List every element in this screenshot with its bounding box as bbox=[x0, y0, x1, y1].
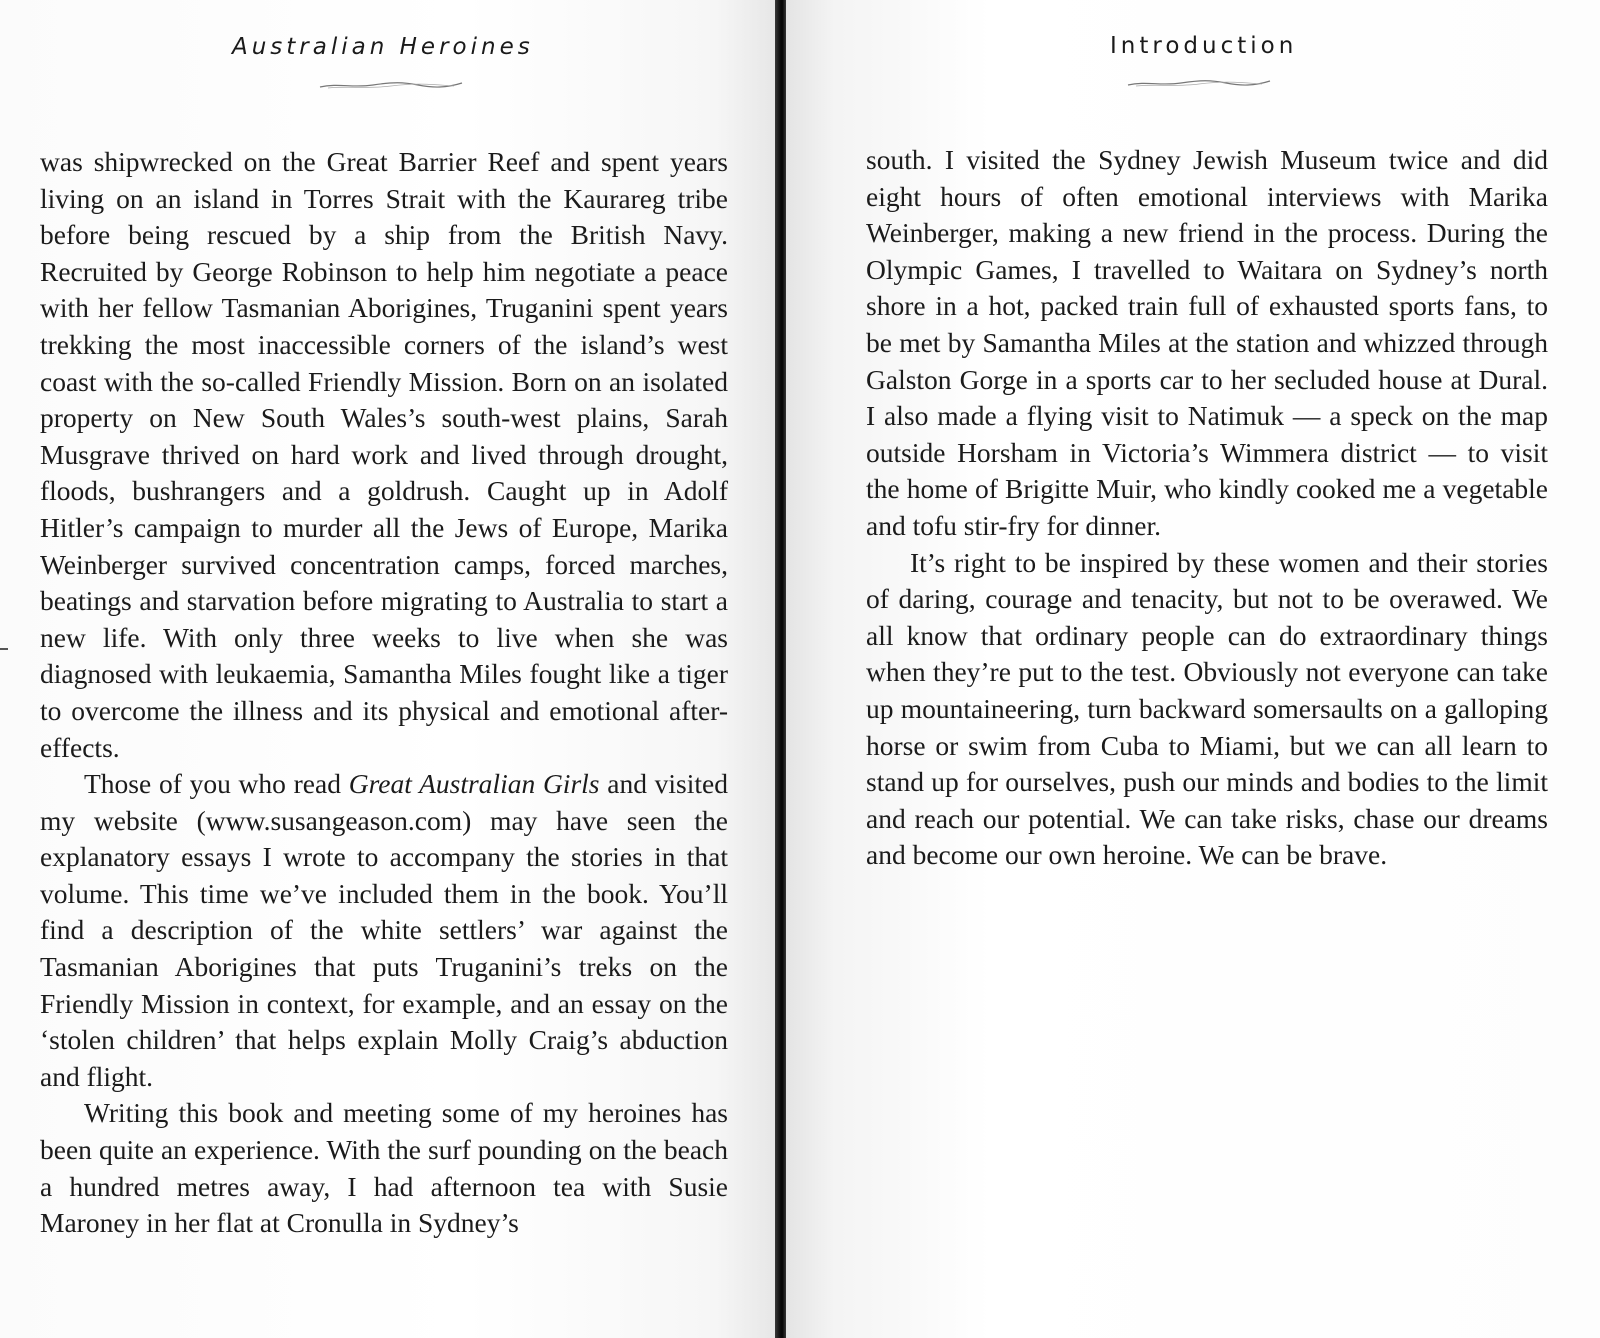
left-paragraph-3: Writing this book and meeting some of my heroines has been quite an experience. With the surf pounding on the beach a hundred metres away, I had afternoon tea with Susie Maroney in her flat at Cronulla in Sydney’s bbox=[40, 1097, 728, 1239]
wavy-rule-ornament-icon bbox=[318, 80, 464, 90]
left-paragraph-1: was shipwrecked on the Great Barrier Reef and spent years living on an island in Torres Strait with the Kaurareg tribe before being rescued by a ship from the British Navy. Recruited by George Robinson to help him negotiate a peace with her fellow Tasmanian Aborigines, Truganini spent years trekking the most inaccessible corners of the island’s west coast with the so-called Friendly Mission. Born on an isolated property on New South Wales’s south-west plains, Sarah Musgrave thrived on hard work and lived through drought, floods, bushrangers and a goldrush. Caught up in Adolf Hitler’s campaign to murder all the Jews of Europe, Marika Weinberger survived concentration camps, forced marches, beatings and starvation before migrating to Australia to start a new life. With only three weeks to live when she was diagnosed with leukaemia, Samantha Miles fought like a tiger to overcome the illness and its physical and emotional after-effects. bbox=[40, 146, 728, 763]
right-paragraph-2: It’s right to be inspired by these women and their stories of daring, courage and tenacity, but not to be overawed. We all know that ordinary people can do extraordinary things when they’re put to the test. Obviously not everyone can take up mountaineering, turn backward somersaults on a galloping horse or swim from Cuba to Miami, but we can all learn to stand up for ourselves, push our minds and bodies to the limit and reach our potential. We can take risks, chase our dreams and become our own heroine. We can be brave. bbox=[866, 546, 1548, 871]
right-running-head: Introduction bbox=[1110, 33, 1298, 59]
left-paragraph-2-start: Those of you who read bbox=[84, 768, 349, 800]
book-title: Great Australian Girls bbox=[348, 768, 600, 800]
wavy-rule-ornament-icon bbox=[1126, 78, 1272, 88]
left-text-block bbox=[40, 144, 728, 1242]
left-paragraph-2-rest: and visited my website (www.susangeason.com) may have seen the explanatory essays I wrote to accompany the stories in that volume. This time we’ve included them in the book. You’ll find a description of the white settlers’ war against the Tasmanian Aborigines that puts Truganini’s treks on the Friendly Mission in context, for example, and an essay on the ‘stolen children’ that helps explain Molly Craig’s abduction and flight. bbox=[40, 768, 728, 1092]
left-page bbox=[0, 0, 778, 1338]
left-paragraph-2 bbox=[40, 766, 728, 1095]
left-running-head: Australian Heroines bbox=[232, 34, 534, 60]
right-page bbox=[786, 0, 1600, 1338]
right-paragraph-1: south. I visited the Sydney Jewish Museum twice and did eight hours of often emotional interviews with Marika Weinberger, making a new friend in the process. During the Olympic Games, I travelled to Waitara on Sydney’s north shore in a hot, packed train full of exhausted sports fans, to be met by Samantha Miles at the station and whizzed through Galston Gorge in a sports car to her secluded house at Dural. I also made a flying visit to Natimuk — a speck on the map outside Horsham in Victoria’s Wimmera district — to visit the home of Brigitte Muir, who kindly cooked me a vegetable and tofu stir-fry for dinner. bbox=[866, 144, 1548, 541]
right-text-block bbox=[866, 142, 1548, 874]
margin-mark bbox=[0, 648, 8, 650]
